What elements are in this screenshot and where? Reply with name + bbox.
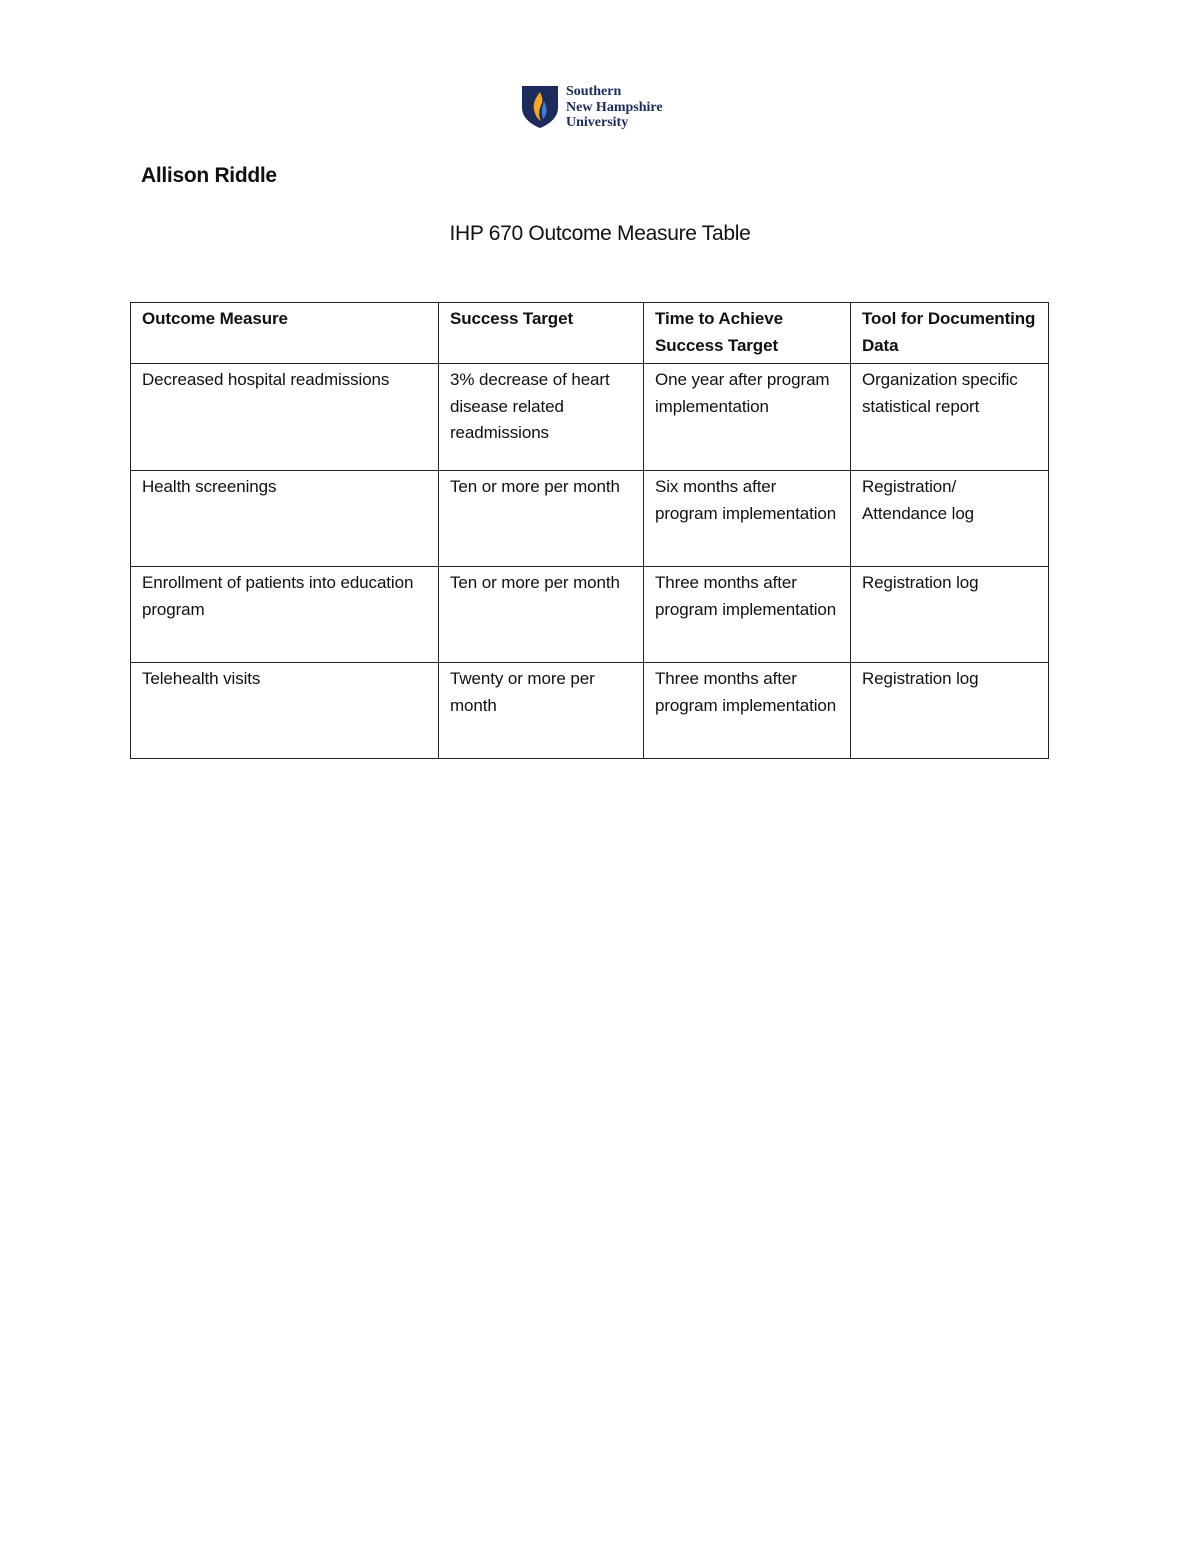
shield-flame-icon [520, 84, 560, 130]
cell-success-target: Ten or more per month [439, 567, 644, 663]
outcome-measure-table [130, 302, 1049, 759]
university-logo [520, 84, 690, 132]
cell-documenting-tool: Organization specific statistical report [851, 364, 1049, 471]
cell-time-to-achieve: One year after program implementation [644, 364, 851, 471]
table-row [131, 567, 1049, 663]
cell-documenting-tool: Registration log [851, 567, 1049, 663]
cell-time-to-achieve: Six months after program implementation [644, 471, 851, 567]
logo-line-3: University [566, 115, 629, 130]
header-outcome-measure: Outcome Measure [131, 303, 439, 364]
cell-documenting-tool: Registration log [851, 663, 1049, 759]
cell-documenting-tool: Registration/ Attendance log [851, 471, 1049, 567]
header-documenting-tool: Tool for Documenting Data [851, 303, 1049, 364]
header-time-to-achieve: Time to Achieve Success Target [644, 303, 851, 364]
cell-outcome-measure: Decreased hospital readmissions [131, 364, 439, 471]
cell-success-target: Twenty or more per month [439, 663, 644, 759]
table-row [131, 364, 1049, 471]
cell-time-to-achieve: Three months after program implementation [644, 663, 851, 759]
cell-outcome-measure: Telehealth visits [131, 663, 439, 759]
table-header-row [131, 303, 1049, 364]
document-title: IHP 670 Outcome Measure Table [449, 222, 751, 245]
cell-outcome-measure: Enrollment of patients into education program [131, 567, 439, 663]
cell-success-target: Ten or more per month [439, 471, 644, 567]
cell-time-to-achieve: Three months after program implementation [644, 567, 851, 663]
header-success-target: Success Target [439, 303, 644, 364]
logo-line-1: Southern [566, 84, 622, 99]
logo-wordmark [566, 84, 663, 131]
cell-outcome-measure: Health screenings [131, 471, 439, 567]
cell-success-target: 3% decrease of heart disease related readmissions [439, 364, 644, 471]
table-row [131, 663, 1049, 759]
logo-line-2: New Hampshire [566, 99, 663, 115]
table-row [131, 471, 1049, 567]
author-name: Allison Riddle [141, 164, 277, 187]
